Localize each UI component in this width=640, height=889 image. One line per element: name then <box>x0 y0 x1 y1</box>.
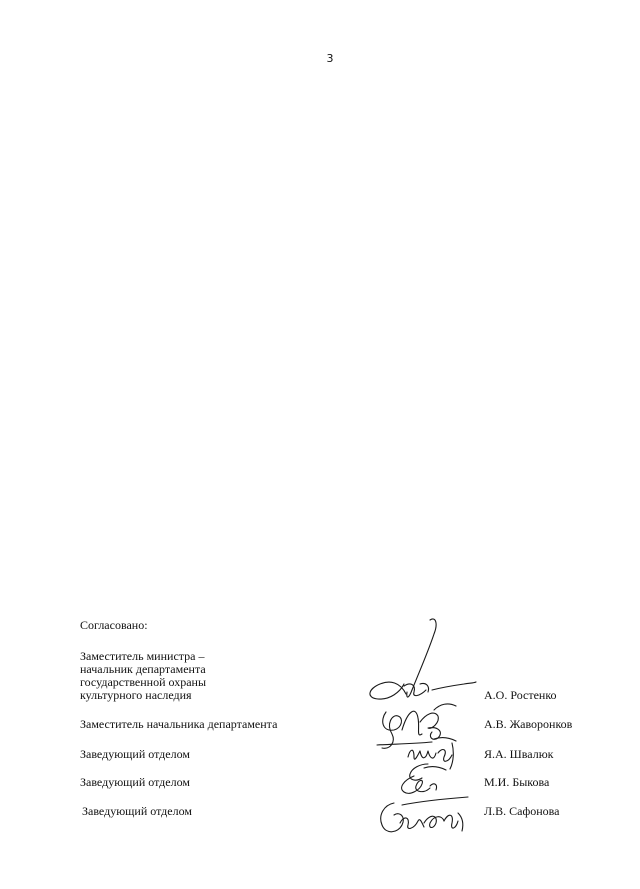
title-line: начальник департамента <box>80 662 206 676</box>
signatory-position: Заведующий отделом <box>80 775 190 789</box>
signatory-position: Заведующий отделом <box>80 747 190 761</box>
title-line: государственной охраны <box>80 675 207 689</box>
signature-rostenko <box>360 612 480 707</box>
signatory-position: Заместитель начальника департамента <box>80 717 278 731</box>
title-line: Заместитель министра – <box>80 649 205 663</box>
signatory-name-safonova: Л.В. Сафонова <box>484 804 560 818</box>
signatory-name-bykova: М.И. Быкова <box>484 775 550 789</box>
signatory-name-zhavoronkov: А.В. Жаворонков <box>484 717 573 731</box>
signature-safonova <box>372 793 477 843</box>
signatory-name-shvalyuk: Я.А. Швалюк <box>484 747 554 761</box>
signatory-position: Заведующий отделом <box>82 804 192 818</box>
title-line: культурного наследия <box>80 688 192 702</box>
approval-heading: Согласовано: <box>80 618 148 632</box>
page-number: 3 <box>326 52 334 65</box>
signatory-name-rostenko: А.О. Ростенко <box>484 688 557 702</box>
deputy-minister-title <box>80 650 206 702</box>
